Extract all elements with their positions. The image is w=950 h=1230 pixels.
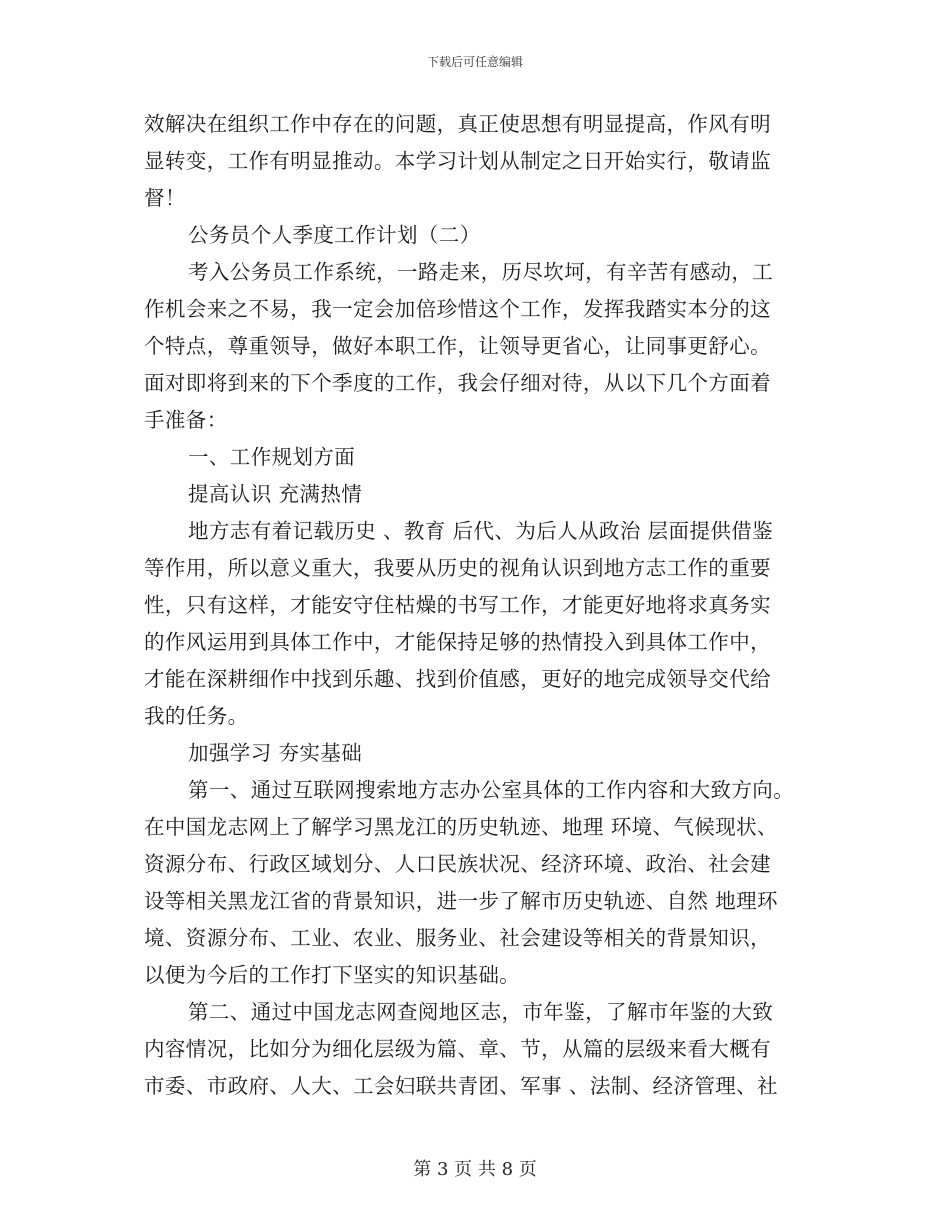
text-line: 效解决在组织工作中存在的问题，真正使思想有明显提高，作风有明 bbox=[144, 112, 771, 136]
text-line: 地方志有着记载历史 、教育 后代、为后人从政治 层面提供借鉴 bbox=[188, 519, 774, 543]
text-line: 考入公务员工作系统，一路走来，历尽坎坷，有辛苦有感动，工 bbox=[188, 260, 774, 284]
text-line: 提高认识 充满热情 bbox=[188, 482, 363, 506]
text-line: 个特点，尊重领导，做好本职工作，让领导更省心，让同事更舒心。 bbox=[144, 334, 771, 358]
text-line: 我的任务。 bbox=[144, 704, 249, 728]
text-line: 境、资源分布、工业、农业、服务业、社会建设等相关的背景知识， bbox=[144, 926, 771, 950]
text-line: 显转变，工作有明显推动。本学习计划从制定之日开始实行，敬请监 bbox=[144, 149, 771, 173]
text-line: 作机会来之不易，我一定会加倍珍惜这个工作，发挥我踏实本分的这 bbox=[144, 297, 771, 321]
text-line: 公务员个人季度工作计划（二） bbox=[188, 223, 481, 247]
text-line: 一、工作规划方面 bbox=[188, 445, 356, 469]
page-footer: 第 3 页 共 8 页 bbox=[413, 1159, 537, 1180]
text-line: 第一、通过互联网搜索地方志办公室具体的工作内容和大致方向。 bbox=[188, 778, 795, 802]
text-line: 加强学习 夯实基础 bbox=[188, 741, 363, 765]
text-line: 第二、通过中国龙志网查阅地区志，市年鉴，了解市年鉴的大致 bbox=[188, 1000, 774, 1024]
text-line: 市委、市政府、人大、工会妇联共青团、军事 、法制、经济管理、社 bbox=[144, 1074, 778, 1098]
text-line: 才能在深耕细作中找到乐趣、找到价值感，更好的地完成领导交代给 bbox=[144, 667, 771, 691]
text-line: 内容情况，比如分为细化层级为篇、章、节，从篇的层级来看大概有 bbox=[144, 1037, 771, 1061]
text-line: 等作用，所以意义重大，我要从历史的视角认识到地方志工作的重要 bbox=[144, 556, 771, 580]
text-line: 性，只有这样，才能安守住枯燥的书写工作，才能更好地将求真务实 bbox=[144, 593, 771, 617]
text-line: 面对即将到来的下个季度的工作，我会仔细对待，从以下几个方面着 bbox=[144, 371, 771, 395]
document-body bbox=[144, 106, 814, 1105]
text-line: 的作风运用到具体工作中，才能保持足够的热情投入到具体工作中， bbox=[144, 630, 771, 654]
text-line: 手准备： bbox=[144, 408, 228, 432]
page-header: 下载后可任意编辑 bbox=[426, 55, 523, 69]
text-line: 在中国龙志网上了解学习黑龙江的历史轨迹、地理 环境、气候现状、 bbox=[144, 815, 778, 839]
text-line: 资源分布、行政区域划分、人口民族状况、经济环境、政治、社会建 bbox=[144, 852, 771, 876]
text-line: 以便为今后的工作打下坚实的知识基础。 bbox=[144, 963, 521, 987]
text-line: 督！ bbox=[144, 186, 186, 210]
text-line: 设等相关黑龙江省的背景知识，进一步了解市历史轨迹、自然 地理环 bbox=[144, 889, 778, 913]
